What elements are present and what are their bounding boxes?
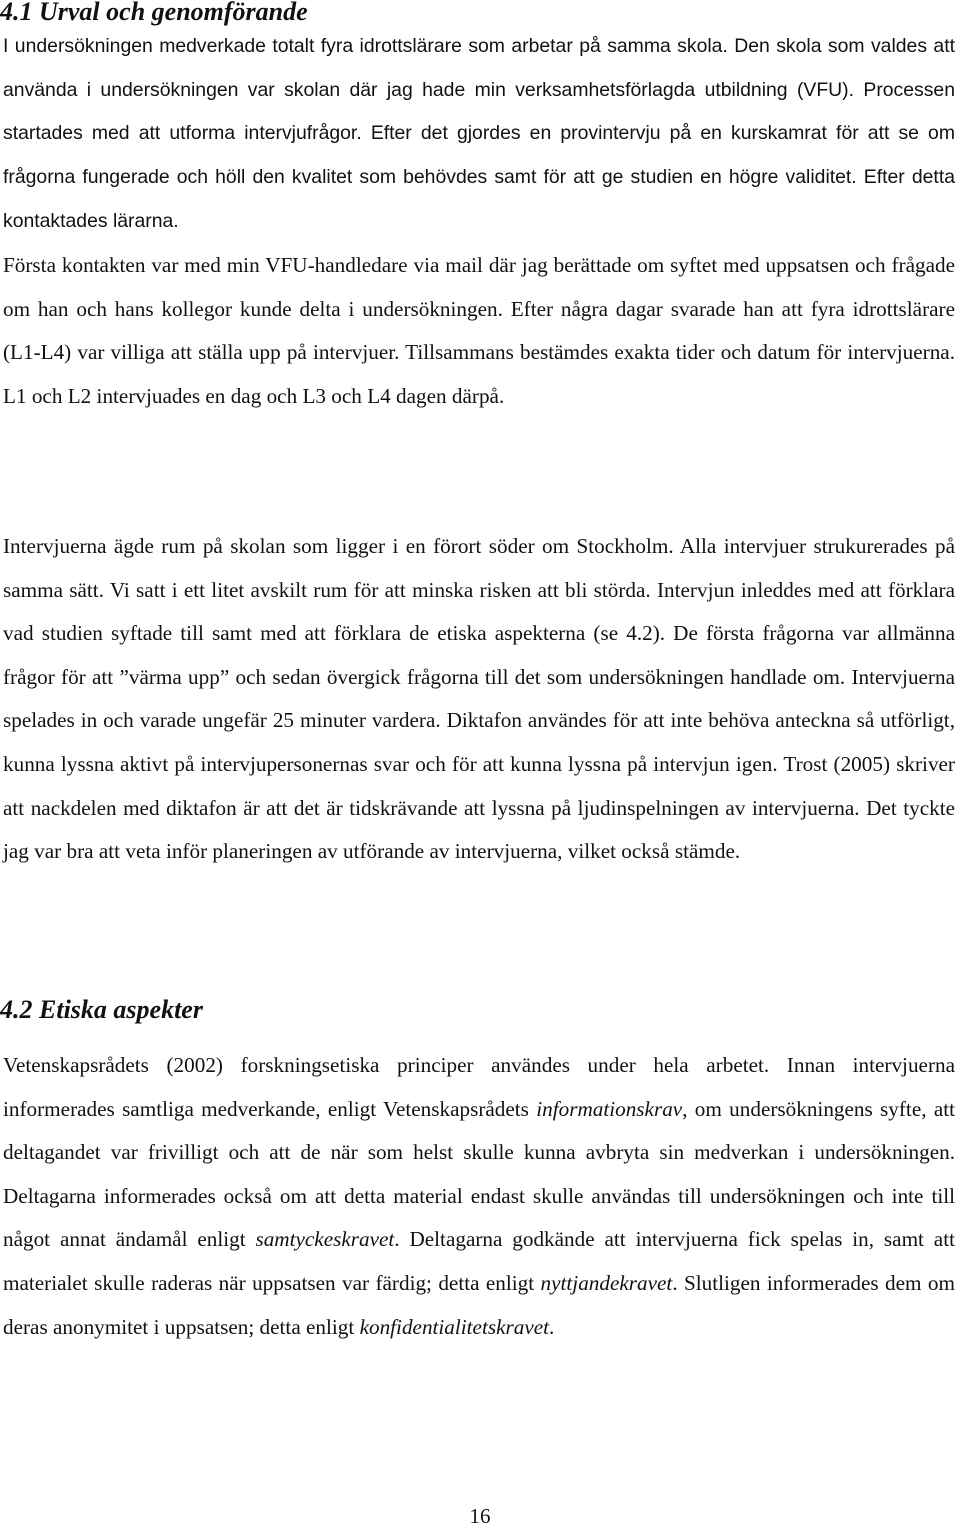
section-heading-urval: 4.1 Urval och genomförande xyxy=(0,0,308,26)
ethics-text-2: , om undersökningens syfte, att deltagandet var frivilligt och att de när som helst skulle kunna avbryta sin medverkan i undersökningen. Deltagarna informerades också om att detta material endast skulle användas till undersökningen och inte till något annat ändamål enligt xyxy=(3,1096,955,1252)
ethics-text-4: . Slutligen informerades dem om deras anonymitet i uppsatsen; detta enligt xyxy=(3,1270,955,1339)
paragraph-ethics xyxy=(3,1044,955,1349)
term-konfidentialitetskravet: konfidentialitetskravet xyxy=(359,1314,550,1339)
ethics-text-3: . Deltagarna godkände att intervjuerna fick spelas in, samt att materialet skulle raderas när uppsatsen var färdig; detta enligt xyxy=(3,1227,955,1295)
term-informationskrav: informationskrav xyxy=(536,1096,683,1121)
page-number: 16 xyxy=(469,1504,491,1528)
paragraph-intro: I undersökningen medverkade totalt fyra idrottslärare som arbetar på samma skola. Den skola som valdes att använda i undersökningen var skolan där jag hade min verksamhetsförlagda utbildning (VFU). Processen startades med att utforma intervjufrågor. Efter det gjordes en provintervju på en kurskamrat för att se om frågorna fungerade och höll den kvalitet som behövdes samt för att ge studien en högre validitet. Efter detta kontaktades lärarna. xyxy=(3,35,955,232)
paragraph-interviews: Intervjuerna ägde rum på skolan som ligger i en förort söder om Stockholm. Alla intervjuer strukurerades på samma sätt. Vi satt i ett litet avskilt rum för att minska risken att bli störda. Intervjun inleddes med att förklara vad studien syftade till samt med att förklara de etiska aspekterna (se 4.2). De första frågorna var allmänna frågor för att ”värma upp” och sedan övergick frågorna till det som undersökningen handlade om. Intervjuerna spelades in och varade ungefär 25 minuter vardera. Diktafon användes för att inte behöva anteckna så utförligt, kunna lyssna aktivt på intervjupersonernas svar och för att kunna lyssna på intervjun igen. Trost (2005) skriver att nackdelen med diktafon är att det är tidskrävande att lyssna på ljudinspelningen av intervjuerna. Det tyckte jag var bra att veta inför planeringen av utförande av intervjuerna, vilket också stämde. xyxy=(3,534,955,864)
paragraph-contact: Första kontakten var med min VFU-handledare via mail där jag berättade om syftet med uppsatsen och frågade om han och hans kollegor kunde delta i undersökningen. Efter några dagar svarade han att fyra idrottslärare (L1-L4) var villiga att ställa upp på intervjuer. Tillsammans bestämdes exakta tider och datum för intervjuerna. L1 och L2 intervjuades en dag och L3 och L4 dagen därpå. xyxy=(3,253,955,408)
term-samtyckeskravet: samtyckeskravet xyxy=(255,1227,395,1252)
ethics-text-5: . xyxy=(549,1314,555,1339)
ethics-text-1: Vetenskapsrådets (2002) forskningsetiska principer användes under hela arbetet. Innan intervjuerna informerades samtliga medverkande, enligt Vetenskapsrådets xyxy=(3,1053,955,1121)
term-nyttjandekravet: nyttjandekravet xyxy=(540,1270,673,1295)
section-heading-etiska: 4.2 Etiska aspekter xyxy=(0,995,203,1024)
